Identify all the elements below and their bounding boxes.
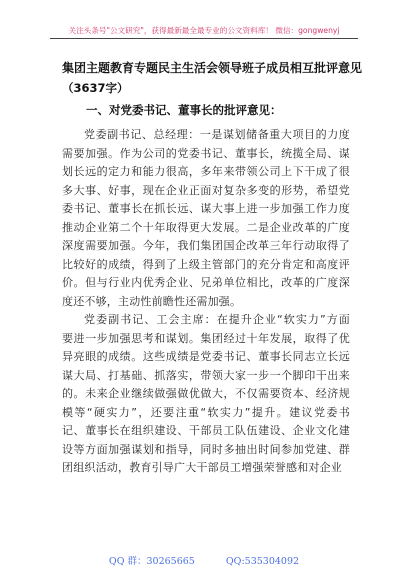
paragraph-line: 要进一步加强思考和谋划。集团经过十年发展，取得了优 [62,331,350,345]
document-body [62,126,350,478]
paragraph-line: 党委副书记、总经理：一是谋划储备重大项目的力度 [84,128,350,141]
paragraph-line: 推动企业第二个十年取得更大发展。二是企业改革的广度 [62,220,350,234]
paragraph-line: 模等“硬实力”，还要注重“软实力”提升。建议党委书 [62,405,350,419]
header-banner-text: 关注头条号"公文研究"，获得最新最全最专业的公文资料库！ 微信：gongwenyj [68,26,340,35]
paragraph-line: 团组织活动，教育引导广大干部员工增强荣誉感和对企业 [62,461,342,474]
paragraph [62,311,350,478]
paragraph-line: 异亮眼的成绩。这些成绩是党委书记、董事长同志立长远 [62,350,350,363]
word-count: （3637字） [62,81,129,95]
footer-qq: QQ:535304092 [225,556,300,567]
paragraph-line: 深度需要加强。今年，我们集团国企改革三年行动取得了 [62,239,350,252]
paragraph-line: 设等方面加强谋划和指导，同时多抽出时间参加党建、群 [62,442,350,456]
paragraph-line: 记、董事长在组织建设、干部员工队伍建设、企业文化建 [62,424,350,437]
paragraph-line: 谋大局、打基础、抓落实，带领大家一步一个脚印干出来 [62,368,350,382]
page-footer [0,553,408,567]
paragraph-line: 需要加强。作为公司的党委书记、董事长，统揽全局、谋 [62,146,350,160]
paragraph [62,126,350,311]
paragraph-line: 委书记、董事长在抓长远、谋大事上进一步加强工作力度 [62,202,350,215]
paragraph-line: 比较好的成绩，得到了上级主管部门的充分肯定和高度评 [62,257,350,271]
paragraph-line: 度还不够，主动性前瞻性还需加强。 [62,294,242,308]
page-header [50,18,358,39]
footer-qq-group: QQ 群：30265665 [108,556,195,567]
paragraph-line: 划长远的定力和能力很高，多年来带领公司上下干成了很 [62,165,350,178]
paragraph-line: 多大事、好事，现在企业正面对复杂多变的形势，希望党 [62,183,350,197]
document-title: 集团主题教育专题民主生活会领导班子成员相互批评意见 [62,61,363,75]
paragraph-line: 党委副书记、工会主席：在提升企业“软实力”方面 [84,313,350,326]
paragraph-line: 价。但与行业内优秀企业、兄弟单位相比，改革的广度深 [62,276,350,289]
paragraph-line: 的。未来企业继续做强做优做大，不仅需要资本、经济规 [62,387,350,400]
section-heading: 一、对党委书记、董事长的批评意见： [86,103,282,117]
